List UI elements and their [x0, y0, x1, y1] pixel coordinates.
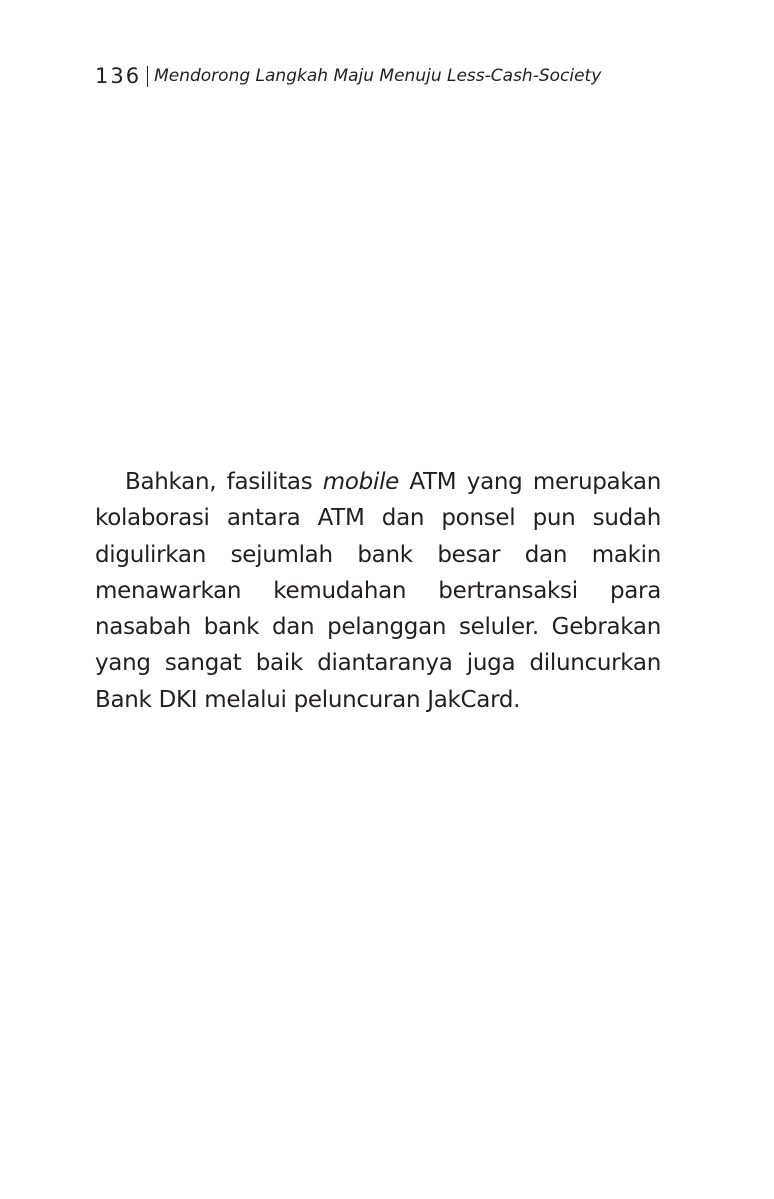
paragraph-text-end: ATM yang merupakan kolaborasi antara ATM dan ponsel pun sudah digulirkan sejumlah bank besar dan makin menawarkan kemudahan bertransaksi para nasabah bank dan pelanggan seluler. Gebrakan yang sangat baik diantaranya juga diluncurkan Bank DKI melalui peluncuran JakCard. — [95, 469, 662, 713]
running-title: Mendorong Langkah Maju Menuju Less-Cash-Society — [154, 66, 602, 86]
paragraph-emphasis: mobile — [322, 469, 400, 495]
page-header — [95, 62, 601, 90]
paragraph-text-start: Bahkan, fasilitas — [125, 469, 323, 495]
header-divider — [147, 66, 148, 87]
body-paragraph — [95, 464, 661, 718]
page-number: 136 — [95, 64, 142, 88]
